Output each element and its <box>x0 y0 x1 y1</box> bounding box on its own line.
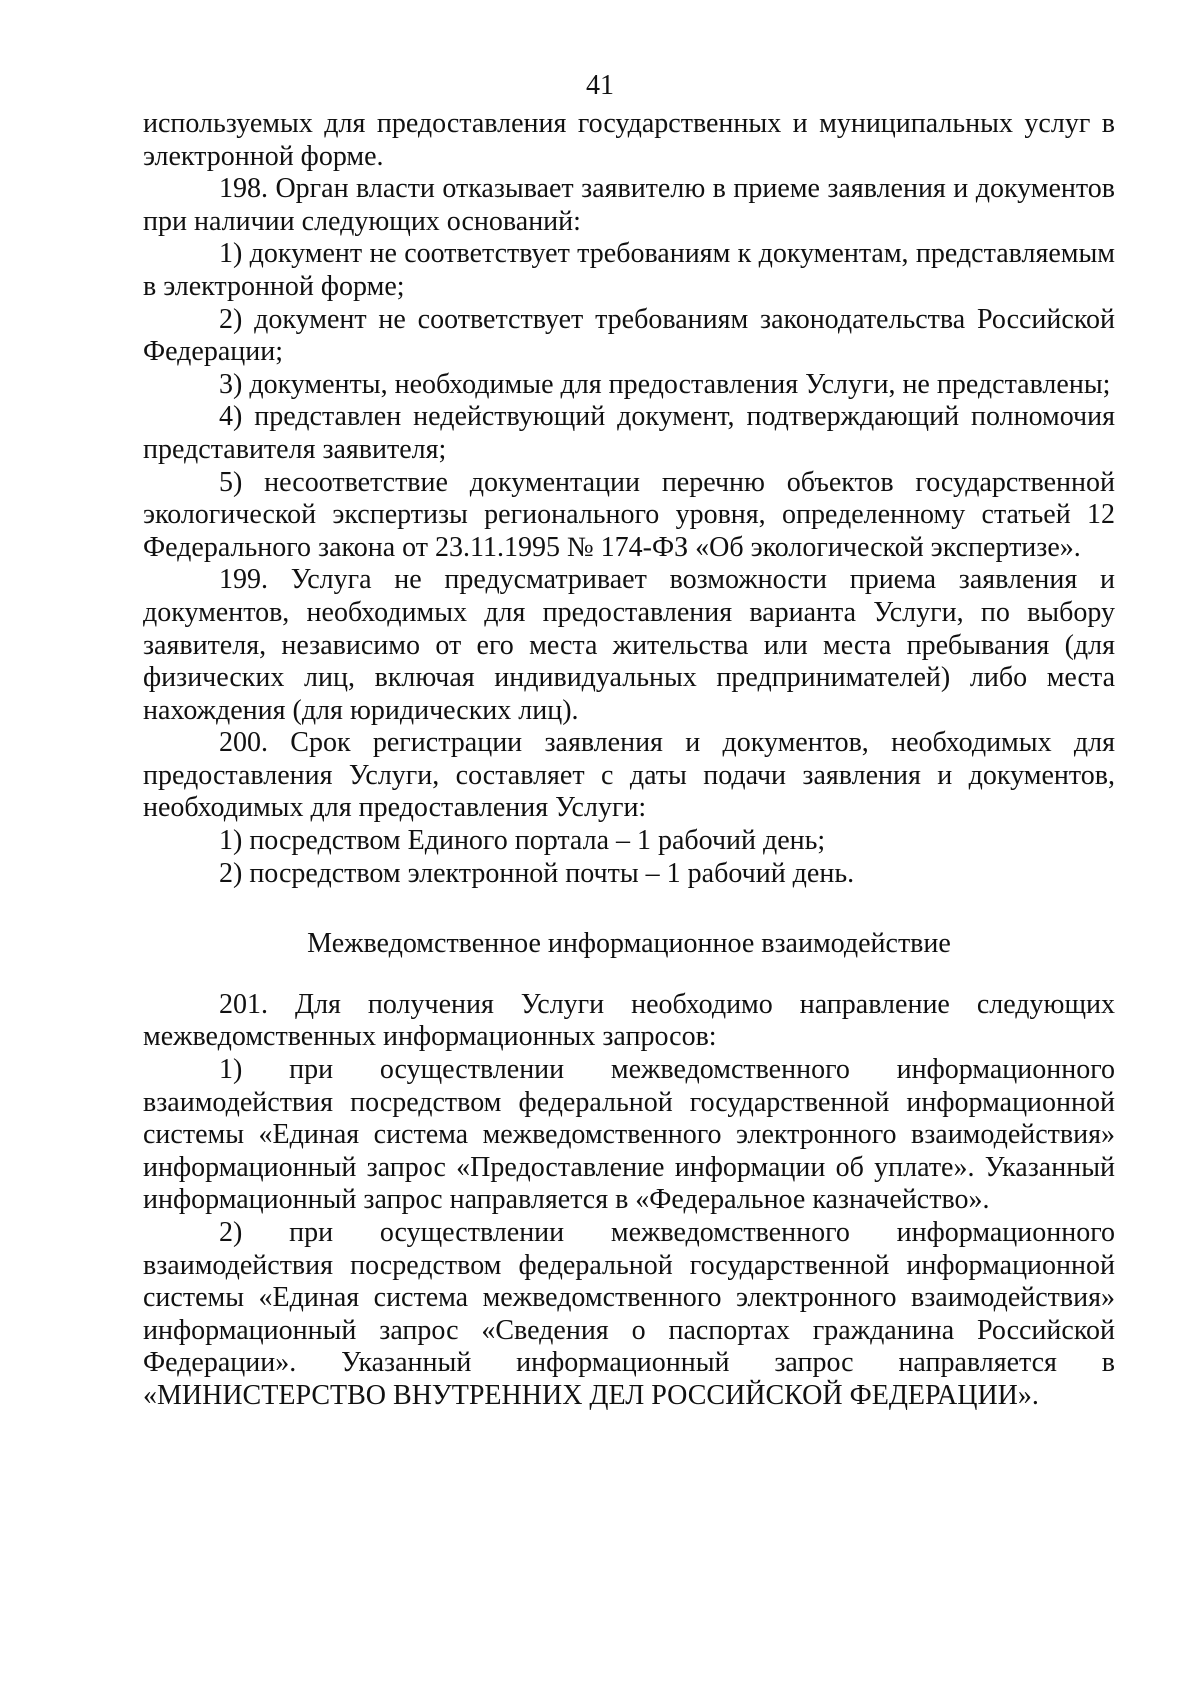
list-item-198-1: 1) документ не соответствует требованиям к документам, представляемым в электронной форме; <box>143 238 1115 302</box>
list-item-198-3: 3) документы, необходимые для предоставления Услуги, не представлены; <box>219 368 1111 400</box>
list-item-201-1: 1) при осуществлении межведомственного информационного взаимодействия посредством федеральной государственной информационной системы «Единая система межведомственного электронного взаимодействия» информационный запрос «Предоставление информации об уплате». Указанный информационный запрос направляется в «Федеральное казначейство». <box>143 1054 1115 1216</box>
list-item-201-2: 2) при осуществлении межведомственного информационного взаимодействия посредством федеральной государственной информационной системы «Единая система межведомственного электронного взаимодействия» информационный запрос «Сведения о паспортах гражданина Российской Федерации». Указанный информационный запрос направляется в «МИНИСТЕРСТВО ВНУТРЕННИХ ДЕЛ РОССИЙСКОЙ ФЕДЕРАЦИИ». <box>143 1217 1115 1411</box>
document-body <box>143 108 1115 1413</box>
list-item-198-5: 5) несоответствие документации перечню объектов государственной экологической экспертизы регионального уровня, определенному статьей 12 Федерального закона от 23.11.1995 № 174-ФЗ «Об экологической экспертизе». <box>143 466 1115 563</box>
section-heading: Межведомственное информационное взаимодействие <box>307 928 951 960</box>
paragraph-200: 200. Срок регистрации заявления и документов, необходимых для предоставления Услуги, составляет с даты подачи заявления и документов, необходимых для предоставления Услуги: <box>143 727 1115 824</box>
list-item-198-2: 2) документ не соответствует требованиям законодательства Российской Федерации; <box>143 303 1115 368</box>
paragraph-199: 199. Услуга не предусматривает возможности приема заявления и документов, необходимых для предоставления варианта Услуги, по выбору заявителя, независимо от его места жительства или места пребывания (для физических лиц, включая индивидуальных предпринимателей) либо места нахождения (для юридических лиц). <box>143 564 1115 726</box>
page-number: 41 <box>586 70 614 101</box>
list-item-200-2: 2) посредством электронной почты – 1 рабочий день. <box>219 857 855 889</box>
paragraph-198: 198. Орган власти отказывает заявителю в приеме заявления и документов при наличии следующих оснований: <box>143 173 1115 237</box>
list-item-198-4: 4) представлен недействующий документ, подтверждающий полномочия представителя заявителя; <box>143 401 1115 465</box>
paragraph-continuation: используемых для предоставления государственных и муниципальных услуг в электронной форме. <box>143 108 1115 172</box>
list-item-200-1: 1) посредством Единого портала – 1 рабочий день; <box>219 825 826 857</box>
paragraph-201: 201. Для получения Услуги необходимо направление следующих межведомственных информационных запросов: <box>143 988 1115 1053</box>
